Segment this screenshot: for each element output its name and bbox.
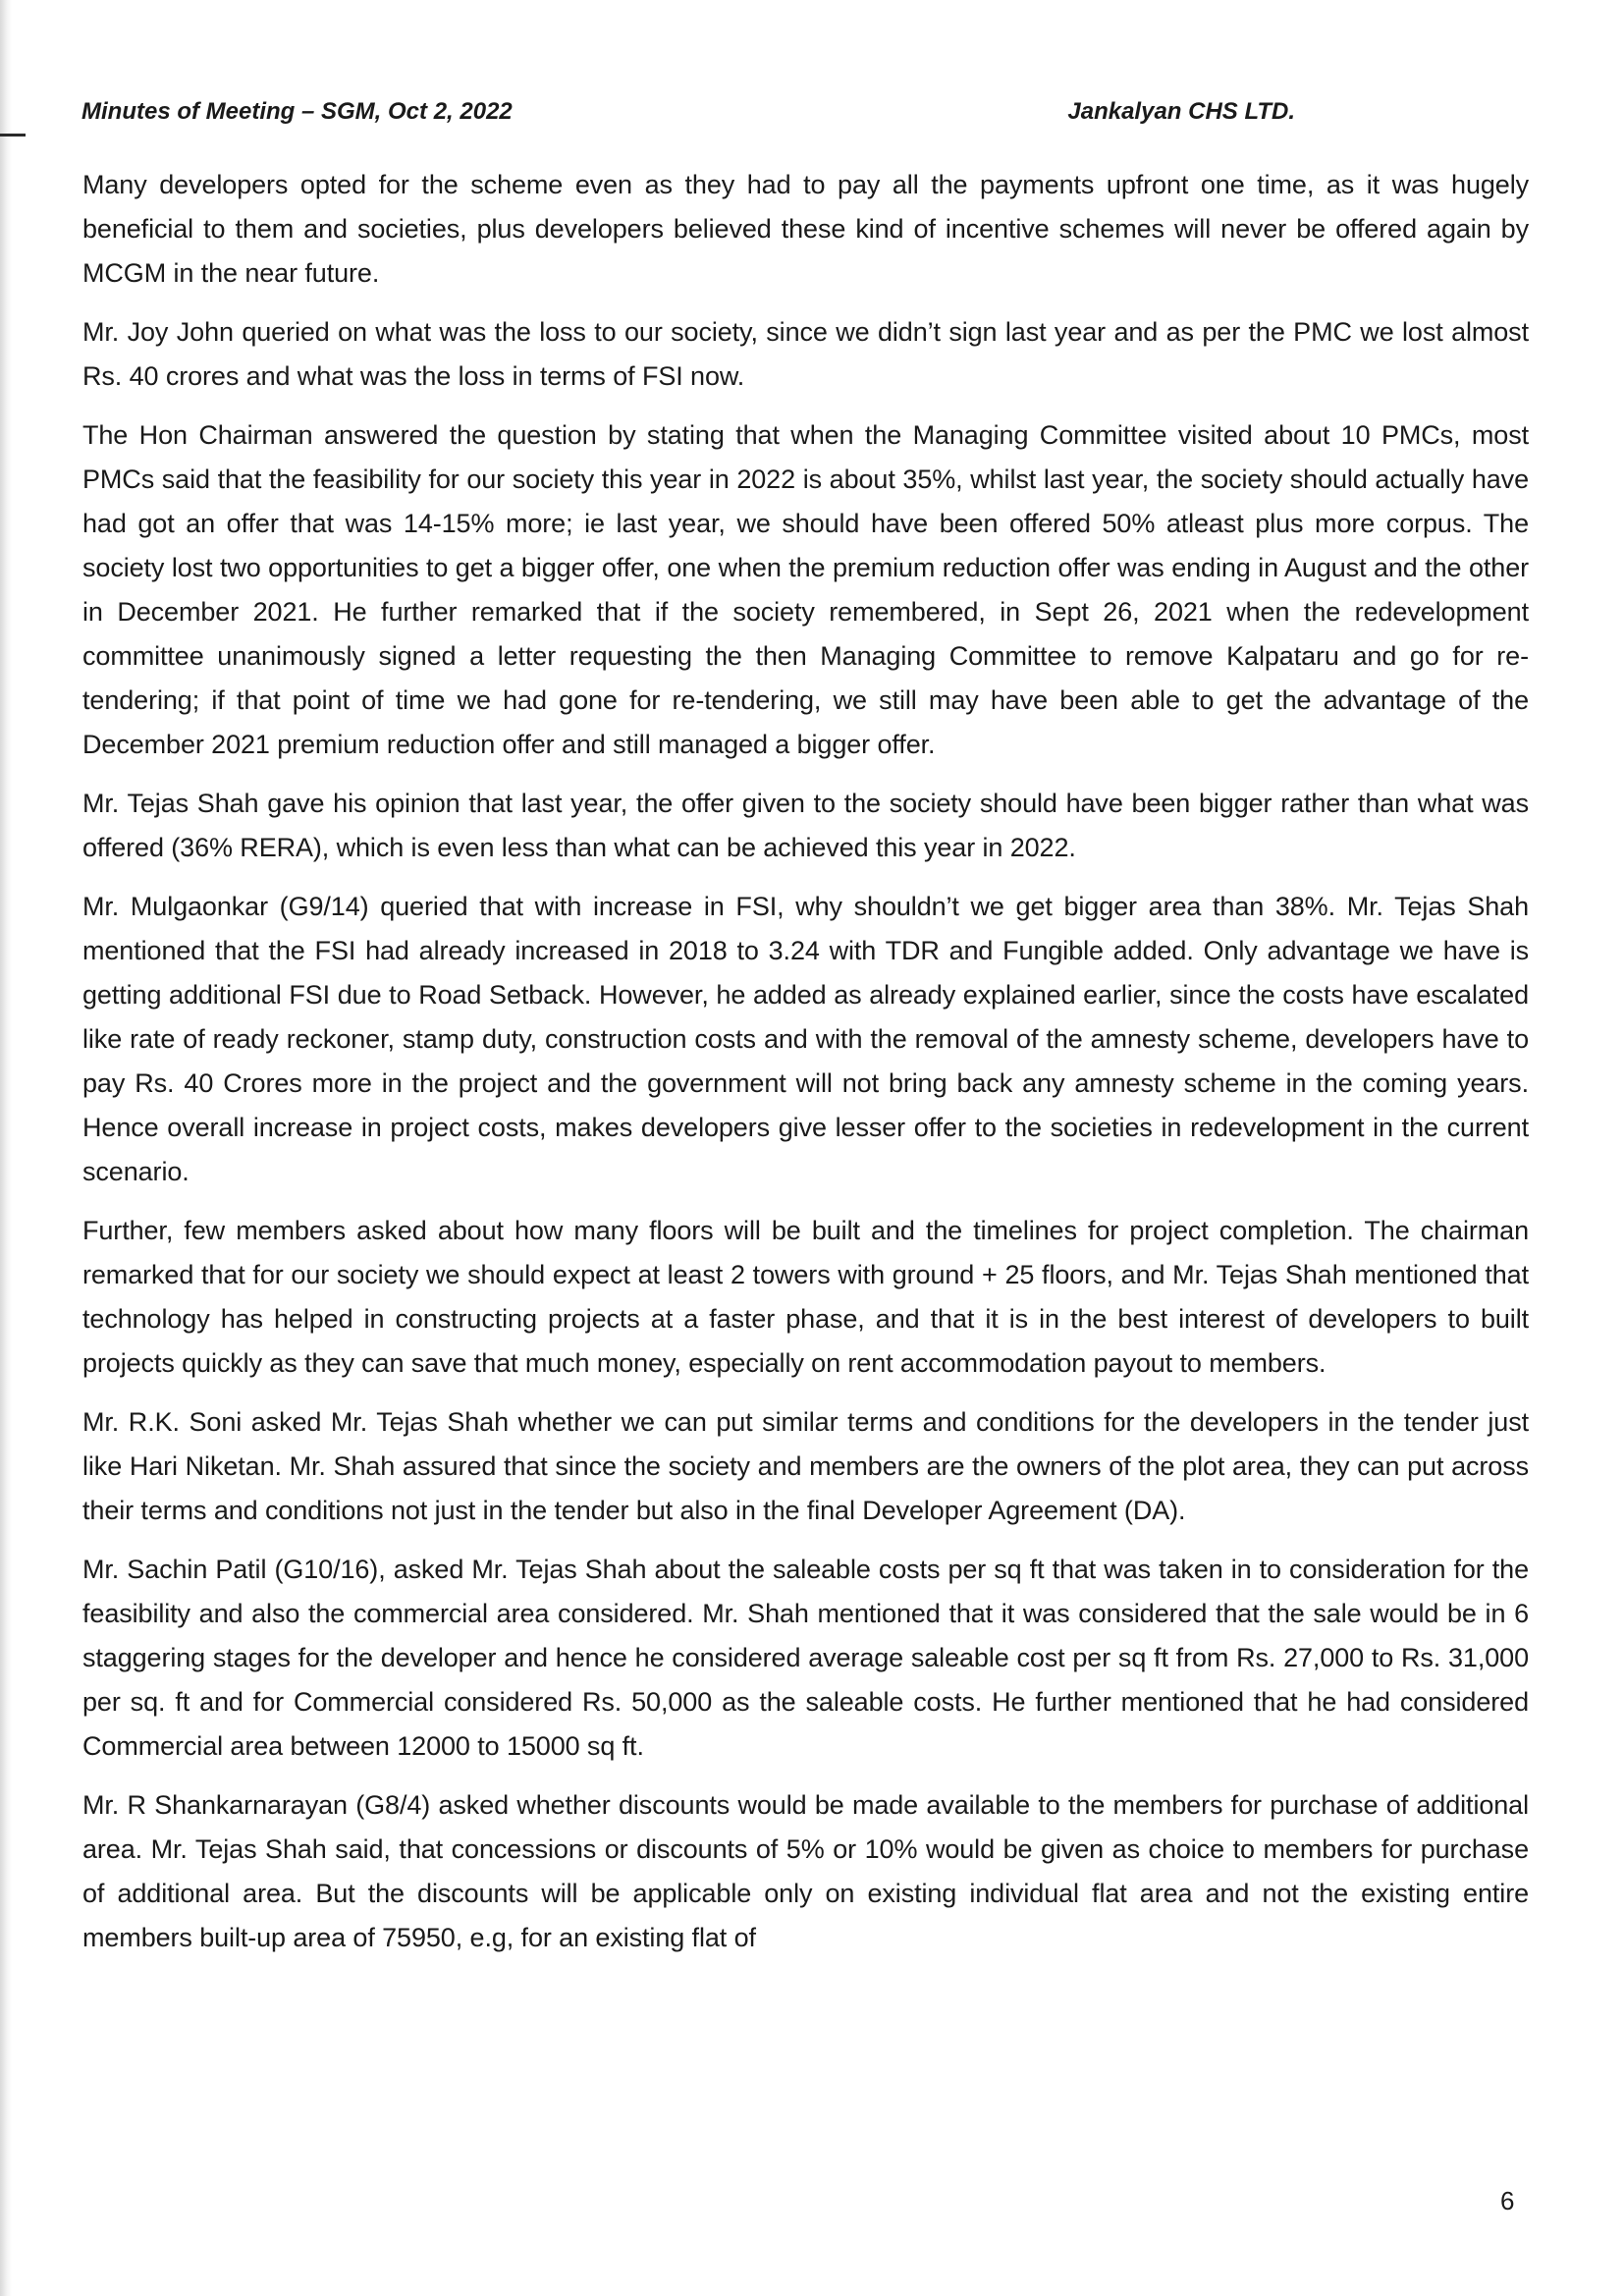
- paragraph-mulgaonkar-query: Mr. Mulgaonkar (G9/14) queried that with increase in FSI, why shouldn’t we get bigger area than 38%. Mr. Tejas Shah mentioned that the FSI had already increased in 2018 to 3.24 with TDR and Fungible added. Only advantage we have is getting additional FSI due to Road Setback. However, he added as already explained earlier, since the costs have escalated like rate of ready reckoner, stamp duty, construction costs and with the removal of the amnesty scheme, developers have to pay Rs. 40 Crores more in the project and the government will not bring back any amnesty scheme in the coming years. Hence overall increase in project costs, makes developers give lesser offer to the societies in redevelopment in the current scenario.: [82, 892, 1529, 1186]
- page-header: [81, 98, 1543, 134]
- header-meeting-title: Minutes of Meeting – SGM, Oct 2, 2022: [81, 98, 513, 125]
- minutes-body: [82, 163, 1529, 1975]
- paragraph-developers-scheme: Many developers opted for the scheme even as they had to pay all the payments upfront one time, as it was hugely beneficial to them and societies, plus developers believed these kind of incentive schemes will never be offered again by MCGM in the near future.: [82, 170, 1529, 288]
- paragraph-sachin-patil-query: Mr. Sachin Patil (G10/16), asked Mr. Tejas Shah about the saleable costs per sq ft that was taken in to consideration for the feasibility and also the commercial area considered. Mr. Shah mentioned that it was considered that the sale would be in 6 staggering stages for the developer and hence he considered average saleable cost per sq ft from Rs. 27,000 to Rs. 31,000 per sq. ft and for Commercial considered Rs. 50,000 as the saleable costs. He further mentioned that he had considered Commercial area between 12000 to 15000 sq ft.: [82, 1555, 1529, 1761]
- scan-page-edge: [0, 0, 12, 2296]
- paragraph-rk-soni-query: Mr. R.K. Soni asked Mr. Tejas Shah whether we can put similar terms and conditions for the developers in the tender just like Hari Niketan. Mr. Shah assured that since the society and members are the owners of the plot area, they can put across their terms and conditions not just in the tender but also in the final Developer Agreement (DA).: [82, 1407, 1529, 1525]
- paragraph-floors-timelines: Further, few members asked about how many floors will be built and the timelines for project completion. The chairman remarked that for our society we should expect at least 2 towers with ground + 25 floors, and Mr. Tejas Shah mentioned that technology has helped in constructing projects at a faster phase, and that it is in the best interest of developers to built projects quickly as they can save that much money, especially on rent accommodation payout to members.: [82, 1216, 1529, 1378]
- paragraph-joy-john-query: Mr. Joy John queried on what was the loss to our society, since we didn’t sign last year and as per the PMC we lost almost Rs. 40 crores and what was the loss in terms of FSI now.: [82, 317, 1529, 391]
- paragraph-tejas-shah-opinion: Mr. Tejas Shah gave his opinion that last year, the offer given to the society should have been bigger rather than what was offered (36% RERA), which is even less than what can be achieved this year in 2022.: [82, 789, 1529, 862]
- paragraph-chairman-answer: The Hon Chairman answered the question by stating that when the Managing Committee visited about 10 PMCs, most PMCs said that the feasibility for our society this year in 2022 is about 35%, whilst last year, the society should actually have had got an offer that was 14-15% more; ie last year, we should have been offered 50% atleast plus more corpus. The society lost two opportunities to get a bigger offer, one when the premium reduction offer was ending in August and the other in December 2021. He further remarked that if the society remembered, in Sept 26, 2021 when the redevelopment committee unanimously signed a letter requesting the then Managing Committee to remove Kalpataru and go for re-tendering; if that point of time we had gone for re-tendering, we still may have been able to get the advantage of the December 2021 premium reduction offer and still managed a bigger offer.: [82, 420, 1529, 759]
- scan-edge-mark: [0, 134, 26, 137]
- page-number: 6: [1500, 2186, 1515, 2215]
- paragraph-shankarnarayan-query: Mr. R Shankarnarayan (G8/4) asked whether discounts would be made available to the members for purchase of additional area. Mr. Tejas Shah said, that concessions or discounts of 5% or 10% would be given as choice to members for purchase of additional area. But the discounts will be applicable only on existing individual flat area and not the existing entire members built-up area of 75950, e.g, for an existing flat of: [82, 1790, 1529, 1952]
- header-society-name: Jankalyan CHS LTD.: [1067, 98, 1295, 125]
